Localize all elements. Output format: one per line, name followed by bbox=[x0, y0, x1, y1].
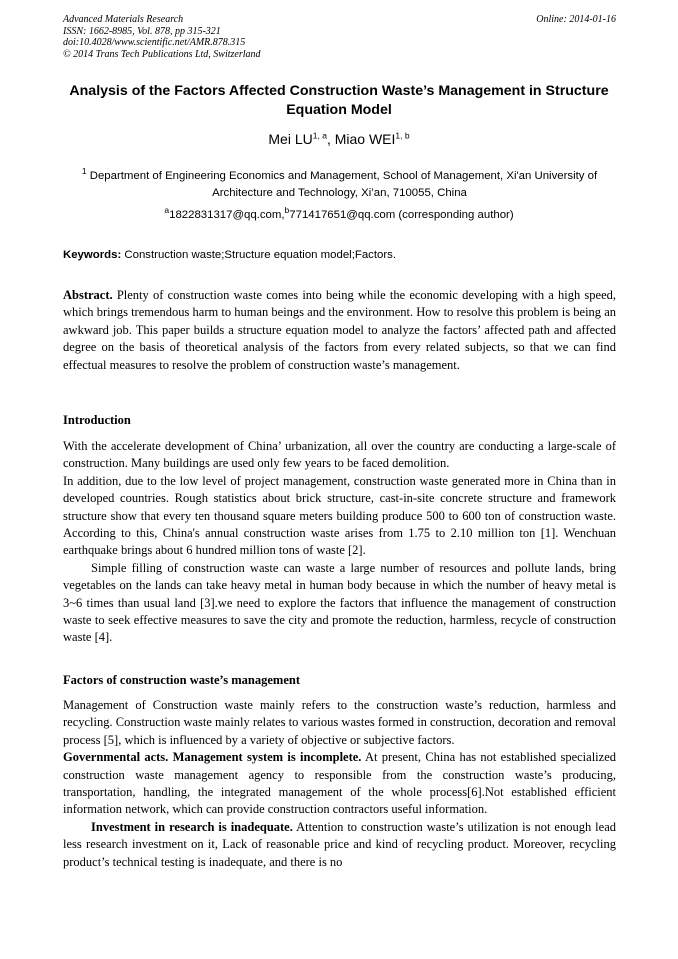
author-1-sup: 1, a bbox=[312, 130, 327, 141]
affiliation bbox=[63, 168, 616, 202]
factors-paragraph-2 bbox=[63, 749, 616, 819]
paper-title: Analysis of the Factors Affected Construction Waste’s Management in Structure Equation Model bbox=[69, 83, 609, 118]
email-b-sup: b bbox=[284, 205, 290, 216]
factors-paragraph-1: Management of Construction waste mainly refers to the construction waste’s reduction, harmless and recycling. Construction waste mainly relates to various wastes formed in construction, decoration and removal process [5], which is influenced by a variety of objective or subjective factors. bbox=[63, 698, 616, 747]
author-line bbox=[0, 131, 678, 147]
introduction-body bbox=[63, 438, 616, 647]
abstract bbox=[63, 287, 616, 374]
emails bbox=[0, 205, 678, 221]
factors-heading: Factors of construction waste’s management bbox=[63, 673, 300, 687]
abstract-text: Plenty of construction waste comes into being while the economic developing with a high speed, which brings tremendous harm to human beings and the environment. How to resolve this problem is being an awkward job. This paper builds a structure equation model to analyze the factors’ affected path and affected degree on the basis of theoretical analysis of the factors from every related subjects, so that we can find effectual measures to resolve the problem of construction waste’s management. bbox=[63, 288, 616, 372]
doi: doi:10.4028/www.scientific.net/AMR.878.315 bbox=[63, 37, 246, 48]
intro-paragraph-1: With the accelerate development of China’ urbanization, all over the country are conducting a large-scale of construction. Many buildings are used only few years to be faced demolition. bbox=[63, 439, 616, 471]
abstract-label: Abstract. bbox=[63, 288, 113, 302]
online-date: Online: 2014-01-16 bbox=[536, 14, 616, 25]
author-1: Mei LU bbox=[268, 131, 313, 147]
author-2-sup: 1, b bbox=[395, 130, 410, 141]
journal-name: Advanced Materials Research bbox=[63, 14, 184, 25]
affiliation-text: Department of Engineering Economics and Management, School of Management, Xi'an University of Architecture and Technology, Xi’an, 710055, China bbox=[86, 170, 598, 199]
email-a: 1822831317@qq.com, bbox=[169, 209, 285, 221]
factors-body bbox=[63, 697, 616, 871]
issn: ISSN: 1662-8985, Vol. 878, pp 315-321 bbox=[63, 25, 221, 37]
copyright: © 2014 Trans Tech Publications Ltd, Switzerland bbox=[63, 48, 261, 60]
governmental-acts-label: Governmental acts. Management system is incomplete. bbox=[63, 750, 362, 765]
email-b: 771417651@qq.com (corresponding author) bbox=[289, 209, 514, 221]
intro-paragraph-2: In addition, due to the low level of project management, construction waste generated more in China than in developed countries. Rough statistics about brick structure, cast-in-site concrete structure and framework structure show that every ten thousand square meters building produce 500 to 600 ton of construction waste. According to this, China's annual construction waste arises from 1.75 to 2.10 million ton [1]. Wenchuan earthquake brings about 6 hundred million tons of waste [2]. bbox=[63, 473, 616, 558]
factors-paragraph-3 bbox=[63, 819, 616, 871]
introduction-heading: Introduction bbox=[63, 413, 131, 427]
governmental-acts-text: At present, China has not established specialized construction waste management agency to responsible from the construction waste’s producing, transportation, handling, the integrated management of the whole process[6].Not established efficient information network, which can provide construction contractors useful information. bbox=[63, 750, 616, 817]
author-2: Miao WEI bbox=[334, 131, 396, 147]
keywords-text: Construction waste;Structure equation model;Factors. bbox=[121, 249, 397, 261]
email-a-sup: a bbox=[164, 205, 170, 216]
affiliation-sup: 1 bbox=[81, 166, 87, 177]
keywords-label: Keywords: bbox=[63, 249, 122, 261]
intro-paragraph-3: Simple filling of construction waste can waste a large number of resources and pollute lands, bring vegetables on the lands can take heavy metal in human body because in which the number of heavy metal is 3~6 times than usual land [3].we need to explore the factors that influence the management of construction waste to seek effective measures to save the city and promote the reduction, harmless, recycle of construction waste [4]. bbox=[63, 560, 616, 645]
journal-header bbox=[63, 14, 616, 60]
investment-label: Investment in research is inadequate. bbox=[91, 819, 293, 834]
keywords bbox=[63, 249, 616, 261]
author-separator: , bbox=[326, 131, 335, 147]
investment-text: Attention to construction waste’s utilization is not enough lead less research investment on it, Lack of reasonable price and kind of recycling product. Moreover, recycling product’s technical testing is inadequate, and there is no bbox=[63, 819, 616, 869]
